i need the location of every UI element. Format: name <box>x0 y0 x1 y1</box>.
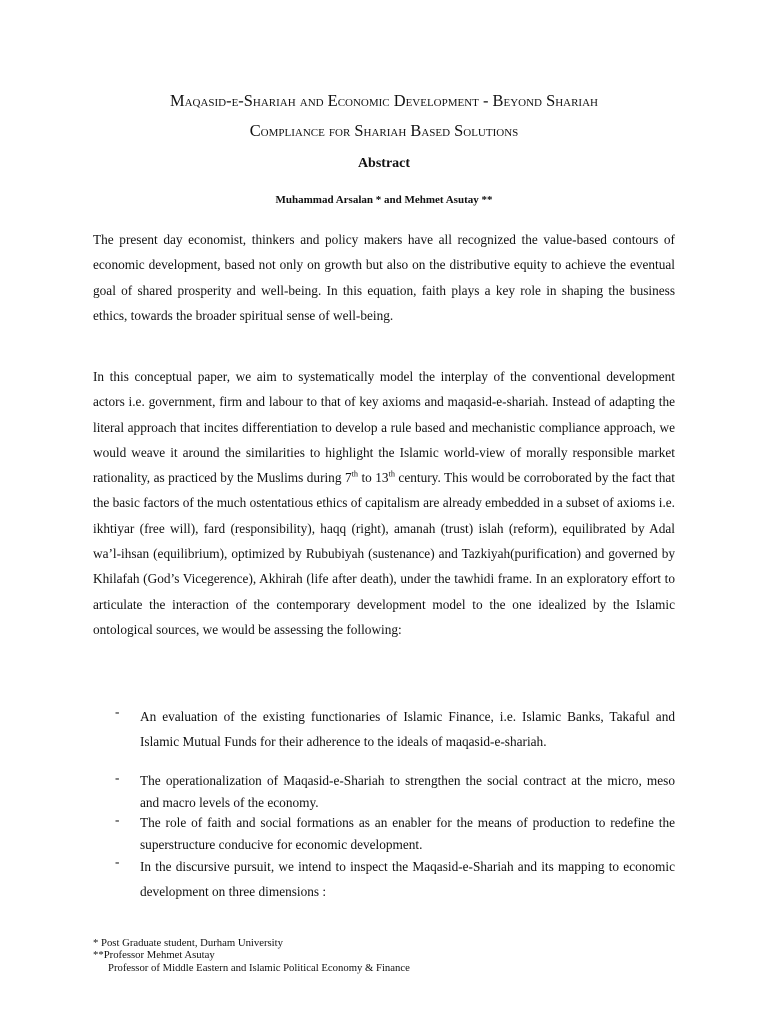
footnote-1: * Post Graduate student, Durham University <box>93 937 283 949</box>
authors-line: Muhammad Arsalan * and Mehmet Asutay ** <box>275 194 493 206</box>
superscript-th-2: th <box>388 469 395 479</box>
paragraph-2-part-3: century. This would be corroborated by the fact that the basic factors of the much ostentatious ethics of capitalism are already embedded in a subset of axioms i.e. ikhtiyar (free will), fard (responsibility), haqq (right), amanah (trust) islah (reform), equilibrated by Adal wa’l-ihsan (equilibrium), optimized by Rububiyah (sustenance) and Tazkiyah(purification) and governed by Khilafah (God’s Vicegerence), Akhirah (life after death), under the tawhidi frame. In an exploratory effort to articulate the interaction of the contemporary development model to the one idealized by the Islamic ontological sources, we would be assessing the following: <box>93 470 675 637</box>
bullet-dash: - <box>115 704 120 719</box>
title-line-1: Maqasid-e-Shariah and Economic Development - Beyond Shariah <box>170 91 598 110</box>
list-item-text: The operationalization of Maqasid-e-Shariah to strengthen the social contract at the micro, meso and macro levels of the economy. <box>140 773 675 810</box>
footnote-3: Professor of Middle Eastern and Islamic Political Economy & Finance <box>108 961 410 974</box>
list-item-text: An evaluation of the existing functionaries of Islamic Finance, i.e. Islamic Banks, Takaful and Islamic Mutual Funds for their adherence to the ideals of maqasid-e-shariah. <box>140 709 675 750</box>
abstract-paragraph-2 <box>93 364 675 642</box>
paragraph-2-part-1: In this conceptual paper, we aim to systematically model the interplay of the conventional development actors i.e. government, firm and labour to that of key axioms and maqasid-e-shariah. Instead of adapting the literal approach that incites differentiation to develop a rule based and mechanistic compliance approach, we would weave it around the similarities to highlight the Islamic world-view of morally responsible market rationality, as practiced by the Muslims during 7 <box>93 369 675 486</box>
paragraph-2-part-2: to 13 <box>358 470 389 486</box>
superscript-th-1: th <box>351 469 358 479</box>
bullet-dash: - <box>115 770 120 785</box>
bullet-dash: - <box>115 812 120 827</box>
title-line-2: Compliance for Shariah Based Solutions <box>249 121 519 140</box>
abstract-paragraph-1: The present day economist, thinkers and policy makers have all recognized the value-based contours of economic development, based not only on growth but also on the distributive equity to achieve the eventual goal of shared prosperity and well-being. In this equation, faith plays a key role in shaping the business ethics, towards the broader spiritual sense of well-being. <box>93 232 675 323</box>
footnote-2: **Professor Mehmet Asutay <box>93 949 215 962</box>
list-item-text: The role of faith and social formations as an enabler for the means of production to redefine the superstructure conducive for economic development. <box>140 815 675 852</box>
paper-title <box>93 86 675 146</box>
footnotes <box>93 937 675 974</box>
bullet-dash: - <box>115 854 120 869</box>
list-item-text: In the discursive pursuit, we intend to inspect the Maqasid-e-Shariah and its mapping to economic development on three dimensions : <box>140 859 675 900</box>
abstract-heading: Abstract <box>357 156 411 171</box>
